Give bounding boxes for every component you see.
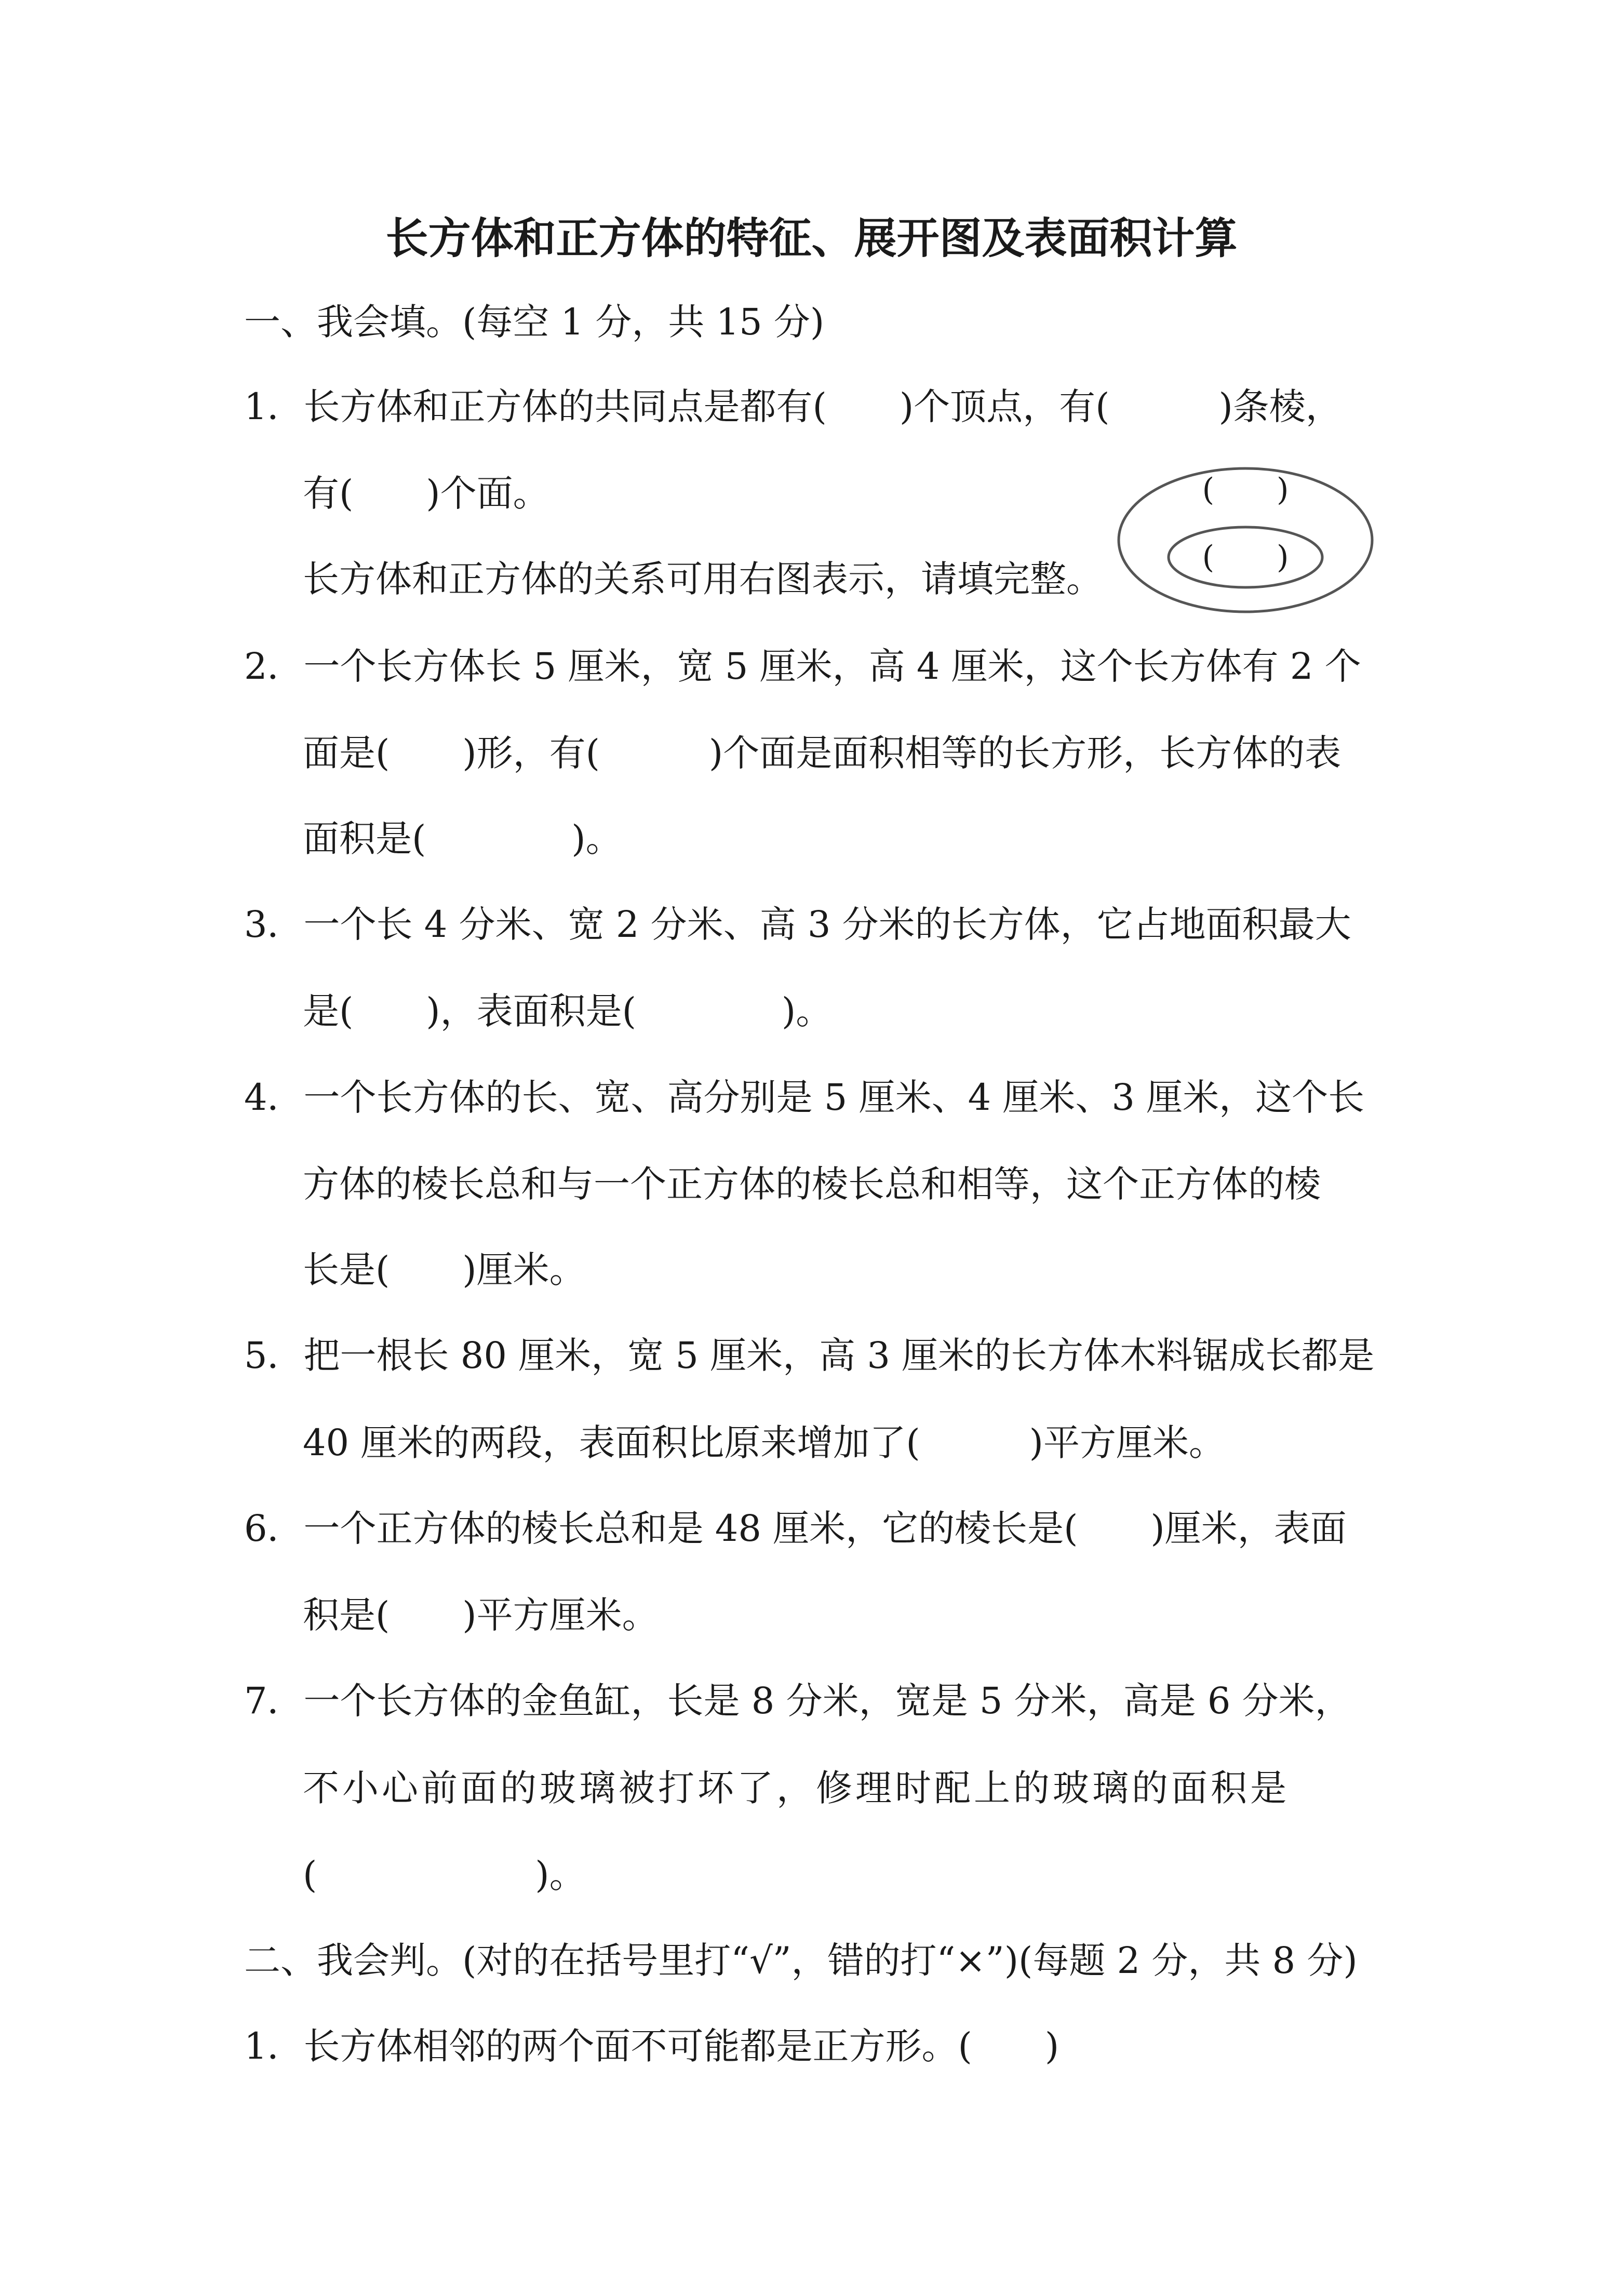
- outer-label-blank: ( ): [1202, 472, 1289, 508]
- inner-label-blank: ( ): [1202, 539, 1289, 575]
- section-2-heading: 二、我会判。(对的在括号里打“√”，错的打“×”)(每题 2 分，共 8 分): [244, 1939, 1358, 1982]
- question-2-line-1: 2．一个长方体长 5 厘米，宽 5 厘米，高 4 厘米，这个长方体有 2 个: [244, 645, 1361, 688]
- question-4-line-2: 方体的棱长总和与一个正方体的棱长总和相等，这个正方体的棱: [303, 1163, 1321, 1205]
- question-3-line-1: 3．一个长 4 分米、宽 2 分米、高 3 分米的长方体，它占地面积最大: [244, 903, 1351, 946]
- page-title: 长方体和正方体的特征、展开图及表面积计算: [385, 214, 1238, 263]
- question-4-line-1: 4．一个长方体的长、宽、高分别是 5 厘米、4 厘米、3 厘米，这个长: [244, 1076, 1365, 1119]
- question-3-line-2: 是( )，表面积是( )。: [303, 990, 833, 1032]
- question-6-line-1: 6．一个正方体的棱长总和是 48 厘米，它的棱长是( )厘米，表面: [244, 1507, 1347, 1550]
- question-2-line-3: 面积是( )。: [303, 817, 622, 860]
- question-7-line-2: 不小心前面的玻璃被打坏了，修理时配上的玻璃的面积是: [303, 1767, 1290, 1809]
- section-2-question-1: 1．长方体相邻的两个面不可能都是正方形。( ): [244, 2025, 1059, 2067]
- cuboid-cube-relation-diagram: [1116, 465, 1375, 615]
- question-6-line-2: 积是( )平方厘米。: [303, 1594, 659, 1636]
- question-5-line-2: 40 厘米的两段，表面积比原来增加了( )平方厘米。: [303, 1421, 1225, 1464]
- question-1-line-1: 1．长方体和正方体的共同点是都有( )个顶点，有( )条棱，: [244, 385, 1342, 428]
- question-7-line-1: 7．一个长方体的金鱼缸，长是 8 分米，宽是 5 分米，高是 6 分米，: [244, 1680, 1351, 1722]
- question-7-line-3: ( )。: [303, 1854, 586, 1896]
- question-2-line-2: 面是( )形，有( )个面是面积相等的长方形，长方体的表: [303, 732, 1342, 774]
- question-5-line-1: 5．把一根长 80 厘米，宽 5 厘米，高 3 厘米的长方体木料锯成长都是: [244, 1334, 1375, 1377]
- question-4-line-3: 长是( )厘米。: [303, 1248, 586, 1291]
- question-1-line-2: 有( )个面。: [303, 472, 549, 515]
- question-1-line-3: 长方体和正方体的关系可用右图表示，请填完整。: [303, 558, 1103, 600]
- section-1-heading: 一、我会填。(每空 1 分，共 15 分): [244, 301, 825, 343]
